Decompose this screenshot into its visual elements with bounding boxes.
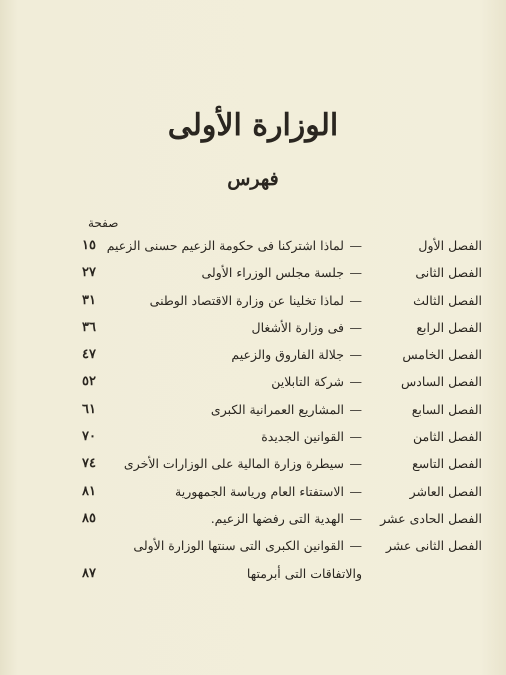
- chapter-label: الفصل الرابع: [416, 319, 482, 335]
- page-number: ٨٥: [82, 510, 96, 526]
- page-number: ٣٦: [82, 319, 96, 335]
- separator-dash: —: [349, 265, 362, 281]
- chapter-topic: جلسة مجلس الوزراء الأولى: [201, 265, 344, 281]
- table-of-contents: [82, 232, 482, 587]
- chapter-label: الفصل الحادى عشر: [380, 510, 482, 526]
- separator-dash: —: [349, 292, 362, 308]
- chapter-label: الفصل السادس: [401, 374, 482, 390]
- toc-row: [82, 287, 482, 314]
- separator-dash: —: [349, 510, 362, 526]
- toc-row: [82, 314, 482, 341]
- chapter-topic: المشاريع العمرانية الكبرى: [210, 401, 344, 417]
- separator-dash: —: [349, 319, 362, 335]
- chapter-topic: القوانين الجديدة: [261, 429, 344, 445]
- chapter-topic: لماذا تخلينا عن وزارة الاقتصاد الوطنى: [149, 292, 344, 308]
- separator-dash: —: [349, 238, 362, 253]
- toc-row: [82, 532, 482, 559]
- chapter-topic: جلالة الفاروق والزعيم: [231, 347, 344, 363]
- toc-row: [82, 423, 482, 450]
- separator-dash: —: [349, 456, 362, 472]
- chapter-label: الفصل العاشر: [409, 483, 482, 499]
- page-number: ٨٧: [82, 565, 96, 581]
- toc-row: [82, 396, 482, 423]
- chapter-topic: والاتفاقات التى أبرمتها: [246, 565, 362, 581]
- chapter-label: الفصل الخامس: [402, 347, 482, 363]
- chapter-topic: شركة التابلاين: [271, 374, 344, 390]
- separator-dash: —: [349, 401, 362, 417]
- page-number: ٧٠: [82, 429, 96, 445]
- page-column-header: صفحة: [88, 216, 119, 230]
- toc-row: [82, 368, 482, 395]
- chapter-label: الفصل السابع: [411, 401, 482, 417]
- separator-dash: —: [349, 429, 362, 445]
- page-number: ٣١: [82, 292, 96, 308]
- toc-row: [82, 450, 482, 477]
- chapter-topic: لماذا اشتركنا فى حكومة الزعيم حسنى الزعيم: [106, 238, 344, 253]
- toc-row-continuation: [82, 560, 482, 587]
- separator-dash: —: [349, 347, 362, 363]
- chapter-label: الفصل التاسع: [412, 456, 482, 472]
- chapter-topic: سيطرة وزارة المالية على الوزارات الأخرى: [123, 456, 344, 472]
- separator-dash: —: [349, 483, 362, 499]
- page-title: الوزارة الأولى: [167, 108, 339, 143]
- chapter-topic: القوانين الكبرى التى سنتها الوزارة الأولى: [133, 538, 344, 554]
- separator-dash: —: [349, 374, 362, 390]
- page-number: ٢٧: [82, 265, 96, 281]
- page-number: ٤٧: [82, 347, 96, 363]
- chapter-label: الفصل الثانى عشر: [385, 538, 482, 554]
- toc-row: [82, 259, 482, 286]
- chapter-topic: الاستفتاء العام ورياسة الجمهورية: [175, 483, 344, 499]
- page-subtitle: فهرس: [227, 168, 279, 190]
- page-number: ٦١: [82, 401, 96, 417]
- chapter-label: الفصل الثالث: [413, 292, 482, 308]
- toc-row: [82, 341, 482, 368]
- toc-row: [82, 232, 482, 259]
- page-number: ٨١: [82, 483, 96, 499]
- page-number: ١٥: [82, 238, 96, 253]
- page-number: ٥٢: [82, 374, 96, 390]
- chapter-label: الفصل الثانى: [415, 265, 482, 281]
- page-number: ٧٤: [82, 456, 96, 472]
- chapter-topic: الهدية التى رفضها الزعيم.: [210, 510, 344, 526]
- toc-row: [82, 478, 482, 505]
- separator-dash: —: [349, 538, 362, 554]
- chapter-label: الفصل الثامن: [413, 429, 482, 445]
- chapter-topic: فى وزارة الأشغال: [251, 319, 344, 335]
- chapter-label: الفصل الأول: [418, 238, 482, 253]
- toc-row: [82, 505, 482, 532]
